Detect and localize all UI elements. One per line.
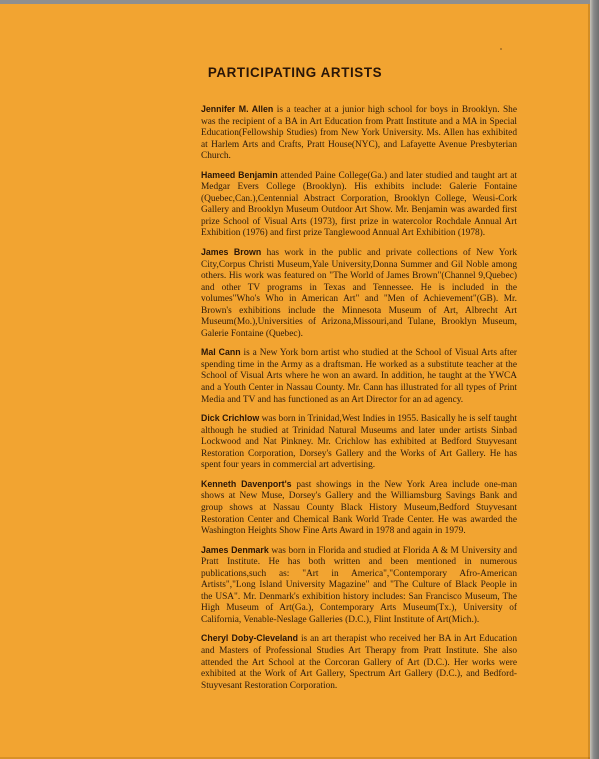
artist-bio xyxy=(201,170,517,240)
paper-speck xyxy=(500,48,502,50)
artist-bio xyxy=(201,545,517,627)
artist-name: Dick Crichlow xyxy=(201,413,260,424)
document-page xyxy=(0,4,590,759)
artist-description: has work in the public and private collections of New York City,Corpus Christi Museum,Yale University,Donna Summer and Gil Noble among others. His work was featured on "The World of James Brown"(Channel 9,Quebec) and other TV programs in Texas and Tennessee. He is included in the volumes"Who's Who in American Art" and "Men of Achievement"(GB). Mr. Brown's exhibitions include the Minnesota Museum of Art, Albrecht Art Museum(Mo.),Universities of Arizona,Missouri,and Tulane, Brooklyn Museum, Galerie Fontaine (Quebec). xyxy=(201,248,518,339)
artist-description: was born in Florida and studied at Florida A & M University and Pratt Institute. He has both written and been mentioned in numerous publications,such as: "Art in America","Contemporary Afro-American Artists","Long Island University Magazine" and "The Culture of Black People in the USA". Mr. Denmark's exhibition history includes: San Francisco Museum, The High Museum of Art(Ga.), Contemporary Arts Museum(Tx.), University of California, Venable-Neslage Galleries (D.C.), Flint Institute of Art(Mich.). xyxy=(201,545,517,625)
artist-description: is an art therapist who received her BA in Art Education and Masters of Professional Studies Art Therapy from Pratt Institute. She also attended the Art School at the Corcoran Gallery of Art (D.C.). Her works were exhibited at the Work of Art Gallery, Spectrum Art Gallery (D.C.), and Bedford-Stuyvesant Restoration Corporation. xyxy=(201,634,517,691)
artist-name: Jennifer M. Allen xyxy=(201,104,274,114)
artist-name: James Brown xyxy=(201,247,262,258)
artist-bio xyxy=(201,633,517,692)
artist-bio xyxy=(201,347,517,406)
page-title: PARTICIPATING ARTISTS xyxy=(207,65,383,80)
artist-name: Mal Cann xyxy=(201,347,241,358)
artist-description: was born in Trinidad,West Indies in 1955. Basically he is self taught although he studied at Trinidad Natural Museums and later under artists Sinbad Lockwood and Nat Pinkney. Mr. Crichlow has exhibited at Bedford Stuyvesant Restoration Corporation, Dorsey's Gallery and the Works of Art Gallery. He has spent four years in commercial art advertising. xyxy=(201,414,517,471)
artist-name: James Denmark xyxy=(201,544,269,555)
artist-description: attended Paine College(Ga.) and later studied and taught art at Medgar Evers College (Brooklyn). His exhibits include: Galerie Fontaine (Quebec,Can.),Centennial Abstract Corporation, Brooklyn College, Weusi-Cork Gallery and Brooklyn Museum Outdoor Art Show. Mr. Benjamin was awarded first prize School of Visual Arts (1973), first prize in watercolor Rochdale Annual Art Exhibition (1976) and first prize Tanglewood Annual Art Exhibition (1978). xyxy=(201,170,518,239)
artist-description: is a teacher at a junior high school for boys in Brooklyn. She was the recipient of a BA in Art Education from Pratt Institute and a MA in Special Education(Fellowship Studies) from New York University. Ms. Allen has exhibited at Harlem Arts and Crafts, Pratt House(NYC), and Lafayette Avenue Presbyterian Church. xyxy=(201,105,518,162)
artist-description: past showings in the New York Area include one-man shows at New Muse, Dorsey's Gallery and the Williamsburg Savings Bank and group shows at Nassau County Black History Museum,Bedford Stuyvesant Restoration Center and Chemical Bank World Trade Center. He was awarded the Washington Heights Show Fine Arts Award in 1978 and again in 1979. xyxy=(201,479,517,537)
artist-bio xyxy=(201,247,517,340)
artist-bio xyxy=(201,413,517,472)
artist-bios xyxy=(201,104,517,699)
artist-name: Hameed Benjamin xyxy=(201,169,278,180)
artist-name: Cheryl Doby-Cleveland xyxy=(201,633,298,644)
artist-name: Kenneth Davenport's xyxy=(201,478,292,489)
page-edge xyxy=(590,0,599,759)
artist-bio xyxy=(201,479,517,538)
artist-description: is a New York born artist who studied at the School of Visual Arts after spending time in the Army as a draftsman. He worked as a substitute teacher at the School of Visual Arts where he won an award. In addition, he taught at the YWCA and a Youth Center in Nassau County. Mr. Cann has illustrated for all types of Print Media and TV and has functioned as an Art Director for an ad agency. xyxy=(201,348,517,405)
artist-bio xyxy=(201,104,517,163)
